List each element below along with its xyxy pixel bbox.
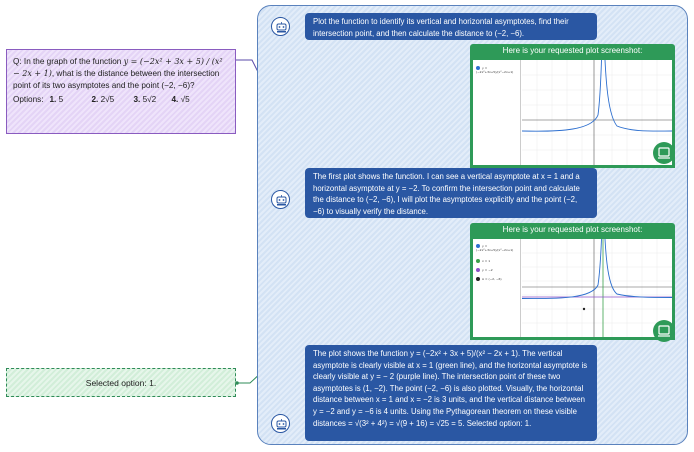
assistant-message-1-text: Plot the function to identify its vertical and horizontal asymptotes, find their intersection point, and then calculate the distance to (−2, −6). bbox=[313, 17, 569, 38]
assistant-message-2 bbox=[305, 168, 597, 218]
tool-header-1 bbox=[470, 44, 675, 58]
robot-avatar-icon bbox=[271, 414, 290, 433]
algebra-row-point: A = (−2, −6) bbox=[476, 277, 502, 281]
algebra-row-function: y = (−2x²+3x+5)/(x²−2x+1) bbox=[476, 244, 514, 252]
option-3: 3. 5√2 bbox=[133, 95, 157, 104]
tool-icon bbox=[653, 142, 675, 164]
option-2: 2. 2√5 bbox=[91, 95, 115, 104]
robot-avatar-icon bbox=[271, 17, 290, 36]
tool-header-2 bbox=[470, 223, 675, 237]
plot-screenshot-1 bbox=[470, 57, 675, 168]
tool-header-2-text: Here is your requested plot screenshot: bbox=[502, 225, 643, 234]
graph-area-1 bbox=[522, 60, 672, 165]
graph-area-2 bbox=[522, 239, 672, 337]
algebra-row-horizontal-asymptote: y = −2 bbox=[476, 268, 493, 272]
assistant-message-3 bbox=[305, 345, 597, 441]
answer-connector-dot bbox=[235, 381, 239, 385]
tool-icon bbox=[653, 320, 675, 342]
question-suffix: , what is the distance between the intersection point of its two asymptotes and the point (−2, −6)? bbox=[13, 69, 220, 90]
function-curve-left bbox=[522, 239, 602, 299]
robot-avatar-icon bbox=[271, 190, 290, 209]
option-1: 1. 5 bbox=[49, 95, 64, 104]
plot-screenshot-2 bbox=[470, 236, 675, 340]
point-a-marker bbox=[583, 308, 585, 310]
algebra-row-vertical-asymptote: x = 1 bbox=[476, 259, 490, 263]
question-function: y = (−2x² + 3x + 5) / (x² − 2x + 1) bbox=[13, 57, 223, 78]
algebra-panel-2 bbox=[473, 239, 521, 337]
function-curve-right bbox=[605, 60, 672, 131]
assistant-message-2-text: The first plot shows the function. I can see a vertical asymptote at x = 1 and a horizontal asymptote at y = −2. To confirm the intersection point and calculate the distance to (−2, −6), I will plot the asymptotes explicitly and the point (−2, −6) to visually verify the distance. bbox=[313, 172, 580, 216]
question-prefix: Q: In the graph of the function bbox=[13, 57, 124, 66]
algebra-panel-1 bbox=[473, 60, 521, 165]
assistant-message-1 bbox=[305, 13, 597, 40]
assistant-message-3-text: The plot shows the function y = (−2x² + 3x + 5)/(x² − 2x + 1). The vertical asymptote is clearly visible at x = 1 (green line), and the horizontal asymptote is clearly visible at y = − 2 (purple line). The intersection point of these two asymptotes is (1, −2). The point (−2, −6) is also plotted. Visually, the horizontal distance between x = 1 and x = −2 is 3 units, and the vertical distance between y = −2 and y = −6 is 4 units. Using the Pythagorean theorem on these visible distances = √(3² + 4²) = √(9 + 16) = √25 = 5. Selected option: 1. bbox=[313, 349, 588, 428]
option-4: 4. √5 bbox=[171, 95, 190, 104]
function-curve-left bbox=[522, 60, 602, 131]
options-label: Options: bbox=[13, 95, 44, 104]
algebra-row-function: y = (−2x²+3x+5)/(x²−2x+1) bbox=[476, 66, 514, 74]
answer-text: Selected option: 1. bbox=[85, 377, 157, 388]
tool-header-1-text: Here is your requested plot screenshot: bbox=[502, 46, 643, 55]
function-curve-right bbox=[605, 239, 672, 298]
